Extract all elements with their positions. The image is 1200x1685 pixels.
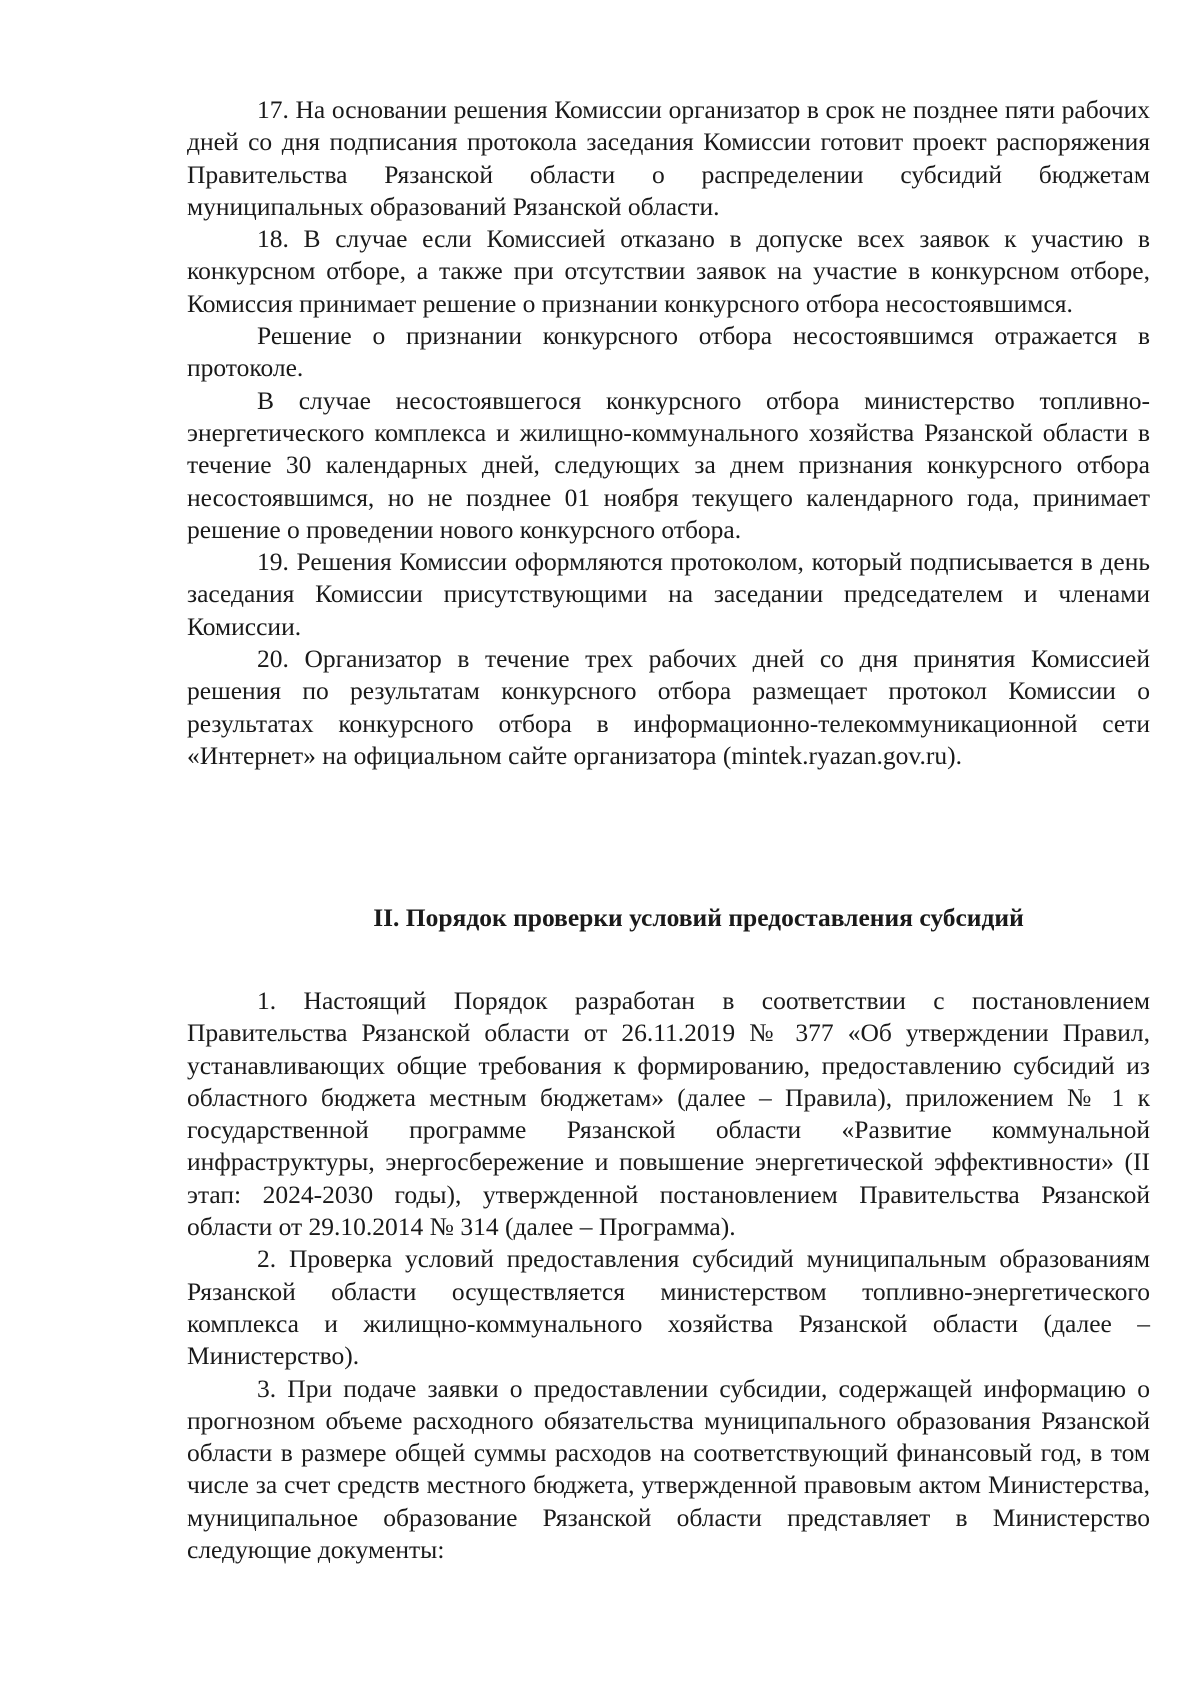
section-2-paragraph-1: 1. Настоящий Порядок разработан в соответствии с постановлением Правительства Рязанской области от 26.11.2019 № 377 «Об утверждении Правил, устанавливающих общие требования к формированию, предоставлению субсидий из областного бюджета местным бюджетам» (далее – Правила), приложением № 1 к государственной программе Рязанской области «Развитие коммунальной инфраструктуры, энергосбережение и повышение энергетической эффективности» (II этап: 2024-2030 годы), утвержденной постановлением Правительства Рязанской области от 29.10.2014 № 314 (далее – Программа).: [187, 986, 1150, 1242]
section-2-paragraph-2: 2. Проверка условий предоставления субсидий муниципальным образованиям Рязанской области осуществляется министерством топливно-энергетического комплекса и жилищно-коммунального хозяйства Рязанской области (далее – Министерство).: [187, 1244, 1150, 1371]
paragraph-17: 17. На основании решения Комиссии организатор в срок не позднее пяти рабочих дней со дня подписания протокола заседания Комиссии готовит проект распоряжения Правительства Рязанской области о распределении субсидий бюджетам муниципальных образований Рязанской области.: [187, 95, 1150, 221]
section-continuation: [187, 94, 1150, 772]
paragraph-20: 20. Организатор в течение трех рабочих дней со дня принятия Комиссией решения по результатам конкурсного отбора размещает протокол Комиссии о результатах конкурсного отбора в информационно-телекоммуникационной сети «Интернет» на официальном сайте организатора (mintek.ryazan.gov.ru).: [187, 644, 1150, 770]
paragraph-18-decision: Решение о признании конкурсного отбора несостоявшимся отражается в протоколе.: [187, 321, 1150, 383]
section-heading: II. Порядок проверки условий предоставления субсидий: [373, 903, 1024, 932]
paragraph-18: 18. В случае если Комиссией отказано в допуске всех заявок к участию в конкурсном отборе, а также при отсутствии заявок на участие в конкурсном отборе, Комиссия принимает решение о признании конкурсного отбора несостоявшимся.: [187, 224, 1150, 318]
section-2-body: [187, 985, 1150, 1566]
paragraph-19: 19. Решения Комиссии оформляются протоколом, который подписывается в день заседания Комиссии присутствующими на заседании председателем и членами Комиссии.: [187, 547, 1150, 641]
paragraph-18-new-selection: В случае несостоявшегося конкурсного отбора министерство топливно-энергетического комплекса и жилищно-коммунального хозяйства Рязанской области в течение 30 календарных дней, следующих за днем признания конкурсного отбора несостоявшимся, но не позднее 01 ноября текущего календарного года, принимает решение о проведении нового конкурсного отбора.: [187, 385, 1150, 544]
section-2-paragraph-3: 3. При подаче заявки о предоставлении субсидии, содержащей информацию о прогнозном объеме расходного обязательства муниципального образования Рязанской области в размере общей суммы расходов на соответствующий финансовый год, в том числе за счет средств местного бюджета, утвержденной правовым актом Министерства, муниципальное образование Рязанской области представляет в Министерство следующие документы:: [187, 1373, 1150, 1565]
